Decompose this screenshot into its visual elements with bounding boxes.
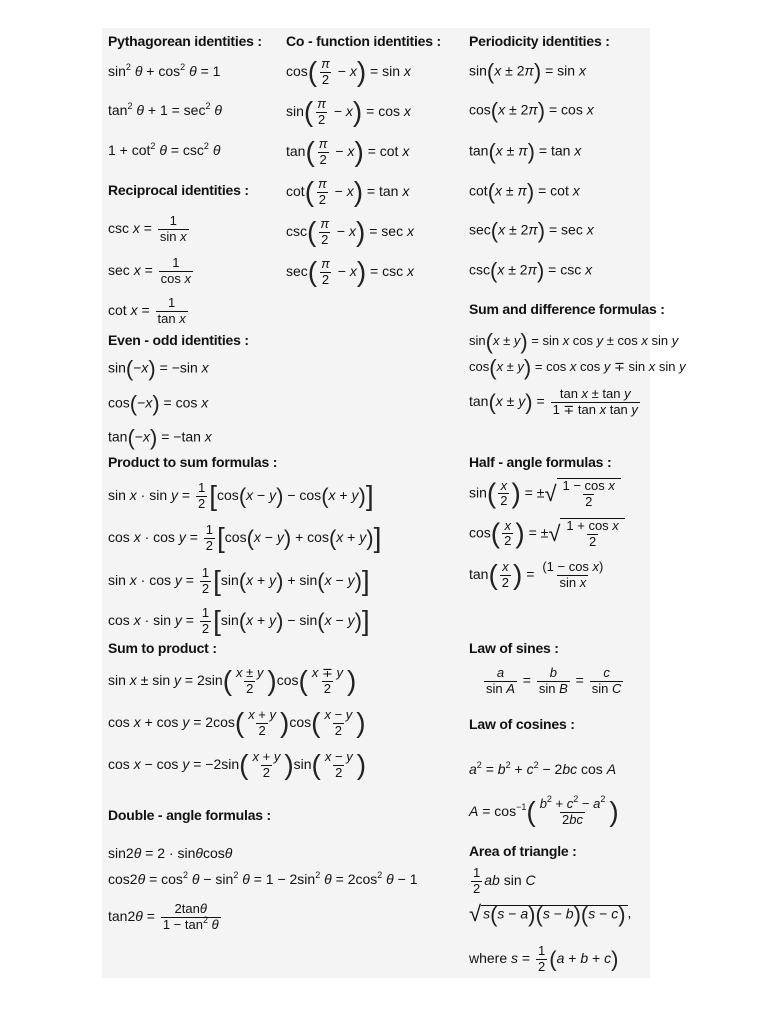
heading-product-to-sum: Product to sum formulas : (108, 454, 278, 470)
formula-sum-product-1: sin x ± sin y = 2sin( $\frac{x \pm y}{2}$ )cos( $\frac{x \mp y}{2}$ ) (108, 665, 357, 697)
formula-period-sec: sec(x ± 2π) = sec x (469, 218, 594, 243)
formula-sum-diff-sin: sin(x ± y) = sin x cos y ± cos x sin y (469, 329, 679, 354)
formula-reciprocal-cot: cot x = $\frac{1}{\text{tan x}}$ (108, 295, 186, 326)
formula-product-2: cos x · cos y = $\frac{1}{2}$ [cos(x − y) + cos(x + y)] (108, 522, 382, 554)
heading-periodicity: Periodicity identities : (469, 33, 610, 49)
formula-cofunction-1: cos( $\frac{\pi}{2}$ − x) = sin x (286, 56, 411, 88)
formula-semiperimeter: where s = $\frac{1}{2}$ (a + b + c) (469, 943, 619, 974)
heading-half-angle: Half - angle formulas : (469, 454, 612, 470)
heading-sum-to-product: Sum to product : (108, 640, 217, 656)
formula-double-3: tan2θ = $\frac{2\tan\theta}{1 - \tan^2 \theta}$ (108, 901, 219, 932)
formula-even-odd-tan: tan(−x) = −tan x (108, 425, 212, 450)
formula-period-tan: tan(x ± π) = tan x (469, 139, 582, 164)
formula-even-odd-sin: sin(−x) = −sin x (108, 356, 209, 381)
formula-double-2: $\cos 2\theta = \cos^2 \theta - \sin^2 \theta = 1 - 2\sin^2$ $\theta = 2\cos^2$ θ − 1 (108, 870, 418, 887)
heading-pythagorean: Pythagorean identities : (108, 33, 262, 49)
formula-inverse-cosine: $A = \cos^{-1}$( $\frac{b^2 + c^2 - a^2}{2bc}$ ) (469, 794, 619, 828)
formula-reciprocal-csc: csc x = $\frac{1}{\text{sin x}}$ (108, 213, 187, 244)
formula-area-heron: √ s(s − a)(s − b)(s − c) , (469, 901, 632, 927)
formula-period-sin: sin(x ± 2π) = sin x (469, 59, 586, 84)
formula-product-3: sin x · cos y = $\frac{1}{2}$ [sin(x + y) + sin(x − y)] (108, 565, 370, 597)
formula-pythagorean-3: $1 + \cot^2 \theta = \csc^2 \theta$ (108, 141, 221, 158)
formula-law-cosines: $a^2 = b^2 + c^2 - 2bc$ cos A (469, 760, 617, 777)
formula-law-sines: $\frac{a}{\text{sin A}}$ = $\frac{b}{\text{sin B}}$ = $\frac{c}{\text{sin C}}$ (486, 665, 622, 696)
heading-double-angle: Double - angle formulas : (108, 807, 272, 823)
heading-reciprocal: Reciprocal identities : (108, 182, 249, 198)
formula-sum-diff-cos: cos(x ± y) = cos x cos y ∓ sin x sin y (469, 355, 686, 380)
formula-period-cos: cos(x ± 2π) = cos x (469, 98, 594, 123)
formula-reciprocal-sec: sec x = $\frac{1}{\text{cos x}}$ (108, 255, 191, 286)
formula-cofunction-4: cot( $\frac{\pi}{2}$ − x) = tan x (286, 176, 410, 208)
formula-pythagorean-2: $\tan^2 \theta + 1 = \sec^2 \theta$ (108, 101, 222, 118)
heading-cofunction: Co - function identities : (286, 33, 442, 49)
formula-sum-product-2: cos x + cos y = 2cos( $\frac{x + y}{2}$ )cos( $\frac{x - y}{2}$ ) (108, 707, 366, 739)
heading-law-cosines: Law of cosines : (469, 716, 575, 732)
formula-area-1: $\frac{1}{2}$ ab sin C (473, 865, 536, 896)
heading-sum-diff: Sum and difference formulas : (469, 301, 665, 317)
formula-product-1: sin x · sin y = $\frac{1}{2}$ [cos(x − y) − cos(x + y)] (108, 480, 374, 512)
formula-sum-diff-tan: tan(x ± y) = $\frac{\text{tan x ± tan y}}{\text{1 ∓ tan x tan y}}$ (469, 386, 638, 417)
formula-sum-product-3: cos x − cos y = −2sin( $\frac{x + y}{2}$ )sin( $\frac{x - y}{2}$ ) (108, 749, 367, 781)
formula-double-1: sin2θ = 2 · sinθcosθ (108, 845, 233, 861)
formula-half-sin: sin( $\frac{x}{2}$ ) = ± √ $\frac{\text{1 − cos x}}{2}$ (469, 478, 621, 510)
formula-product-4: cos x · sin y = $\frac{1}{2}$ [sin(x + y) − sin(x − y)] (108, 605, 370, 637)
formula-half-cos: cos( $\frac{x}{2}$ ) = ± √ $\frac{\text{1 + cos x}}{2}$ (469, 518, 625, 550)
formula-half-tan: tan( $\frac{x}{2}$ ) = $\frac{\text{(1 − cos x)}}{\text{sin x}}$ (469, 559, 604, 591)
formula-cofunction-2: sin( $\frac{\pi}{2}$ − x) = cos x (286, 96, 411, 128)
formula-even-odd-cos: cos(−x) = cos x (108, 391, 209, 416)
formula-cofunction-5: csc( $\frac{\pi}{2}$ − x) = sec x (286, 216, 414, 248)
formula-period-csc: csc(x ± 2π) = csc x (469, 258, 593, 283)
formula-pythagorean-1: $\sin^2 \theta + \cos^2 \theta = 1$ (108, 62, 221, 79)
heading-area-triangle: Area of triangle : (469, 843, 577, 859)
formula-cofunction-6: sec( $\frac{\pi}{2}$ − x) = csc x (286, 256, 414, 288)
where-label: where (469, 950, 508, 967)
heading-law-sines: Law of sines : (469, 640, 559, 656)
heading-even-odd: Even - odd identities : (108, 332, 249, 348)
formula-period-cot: cot(x ± π) = cot x (469, 179, 580, 204)
formula-cofunction-3: tan( $\frac{\pi}{2}$ − x) = cot x (286, 136, 410, 168)
